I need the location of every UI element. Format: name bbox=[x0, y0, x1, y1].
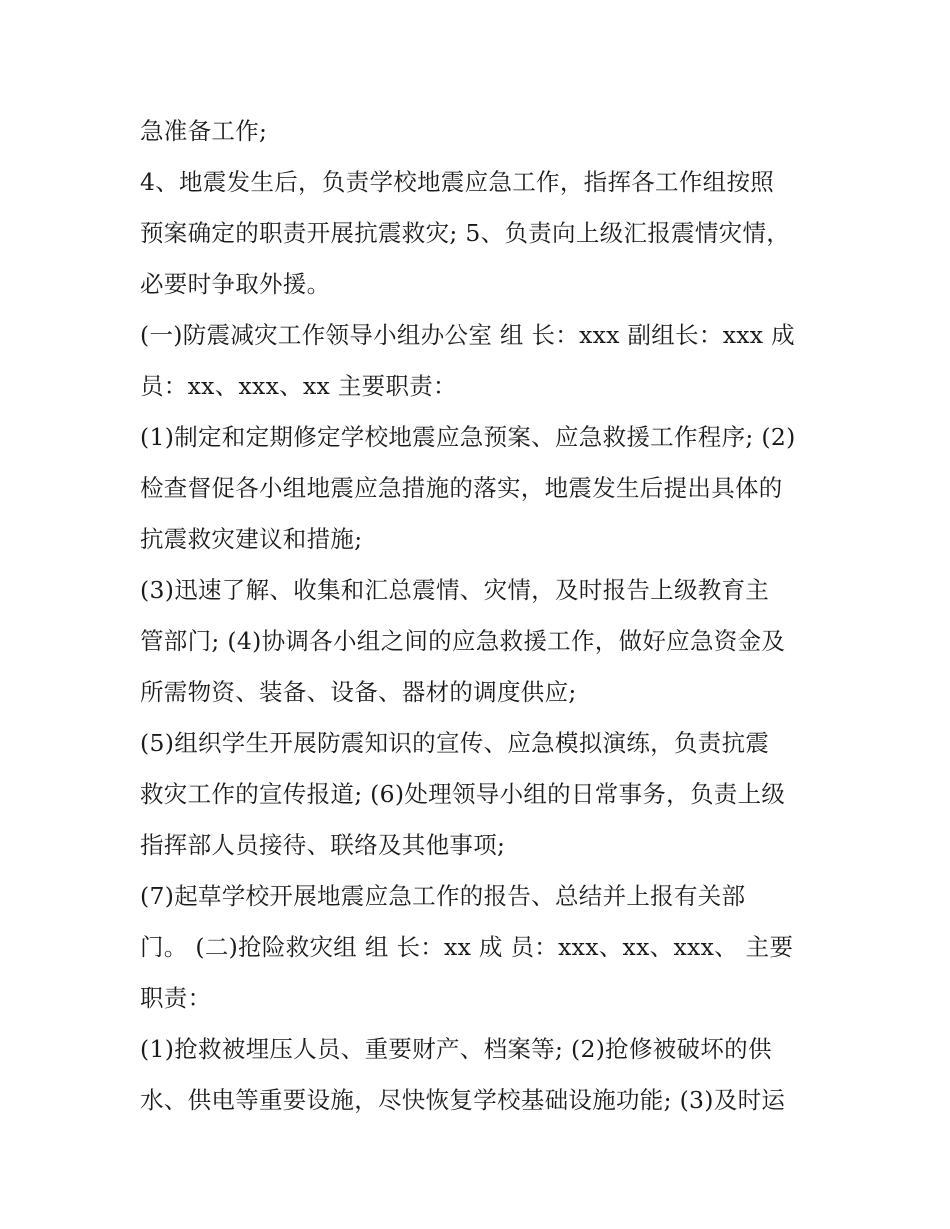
text-line: 水、供电等重要设施，尽快恢复学校基础设施功能; (3)及时运 bbox=[140, 1086, 786, 1114]
text-line: 抗震救灾建议和措施; bbox=[140, 525, 363, 553]
text-line: (3)迅速了解、收集和汇总震情、灾情，及时报告上级教育主 bbox=[140, 576, 770, 604]
text-line: (1)抢救被埋压人员、重要财产、档案等; (2)抢修被破坏的供 bbox=[140, 1035, 772, 1063]
text-line: 必要时争取外援。 bbox=[140, 270, 331, 298]
text-line: 急准备工作; bbox=[140, 117, 268, 145]
document-body bbox=[140, 106, 830, 1126]
text-line: 管部门; (4)协调各小组之间的应急救援工作，做好应急资金及 bbox=[140, 627, 786, 655]
text-line: 所需物资、装备、设备、器材的调度供应; bbox=[140, 678, 577, 706]
text-line: 员：xx、xxx、xx 主要职责： bbox=[140, 372, 457, 400]
text-line: (5)组织学生开展防震知识的宣传、应急模拟演练，负责抗震 bbox=[140, 729, 770, 757]
text-line: (1)制定和定期修定学校地震应急预案、应急救援工作程序; (2) bbox=[140, 423, 796, 451]
text-line: 救灾工作的宣传报道; (6)处理领导小组的日常事务，负责上级 bbox=[140, 780, 786, 808]
text-line: (一)防震减灾工作领导小组办公室 组 长：xxx 副组长：xxx 成 bbox=[140, 321, 795, 349]
text-line: 预案确定的职责开展抗震救灾; 5、负责向上级汇报震情灾情， bbox=[140, 219, 791, 247]
text-line: 检查督促各小组地震应急措施的落实，地震发生后提出具体的 bbox=[140, 474, 783, 502]
text-line: (7)起草学校开展地震应急工作的报告、总结并上报有关部 bbox=[140, 882, 746, 910]
text-line: 4、地震发生后，负责学校地震应急工作，指挥各工作组按照 bbox=[140, 168, 775, 196]
text-line: 指挥部人员接待、联络及其他事项; bbox=[140, 831, 506, 859]
text-line: 职责： bbox=[140, 984, 212, 1012]
text-line: 门。 (二)抢险救灾组 组 长：xx 成 员：xxx、xx、xxx、 主要 bbox=[140, 933, 794, 961]
